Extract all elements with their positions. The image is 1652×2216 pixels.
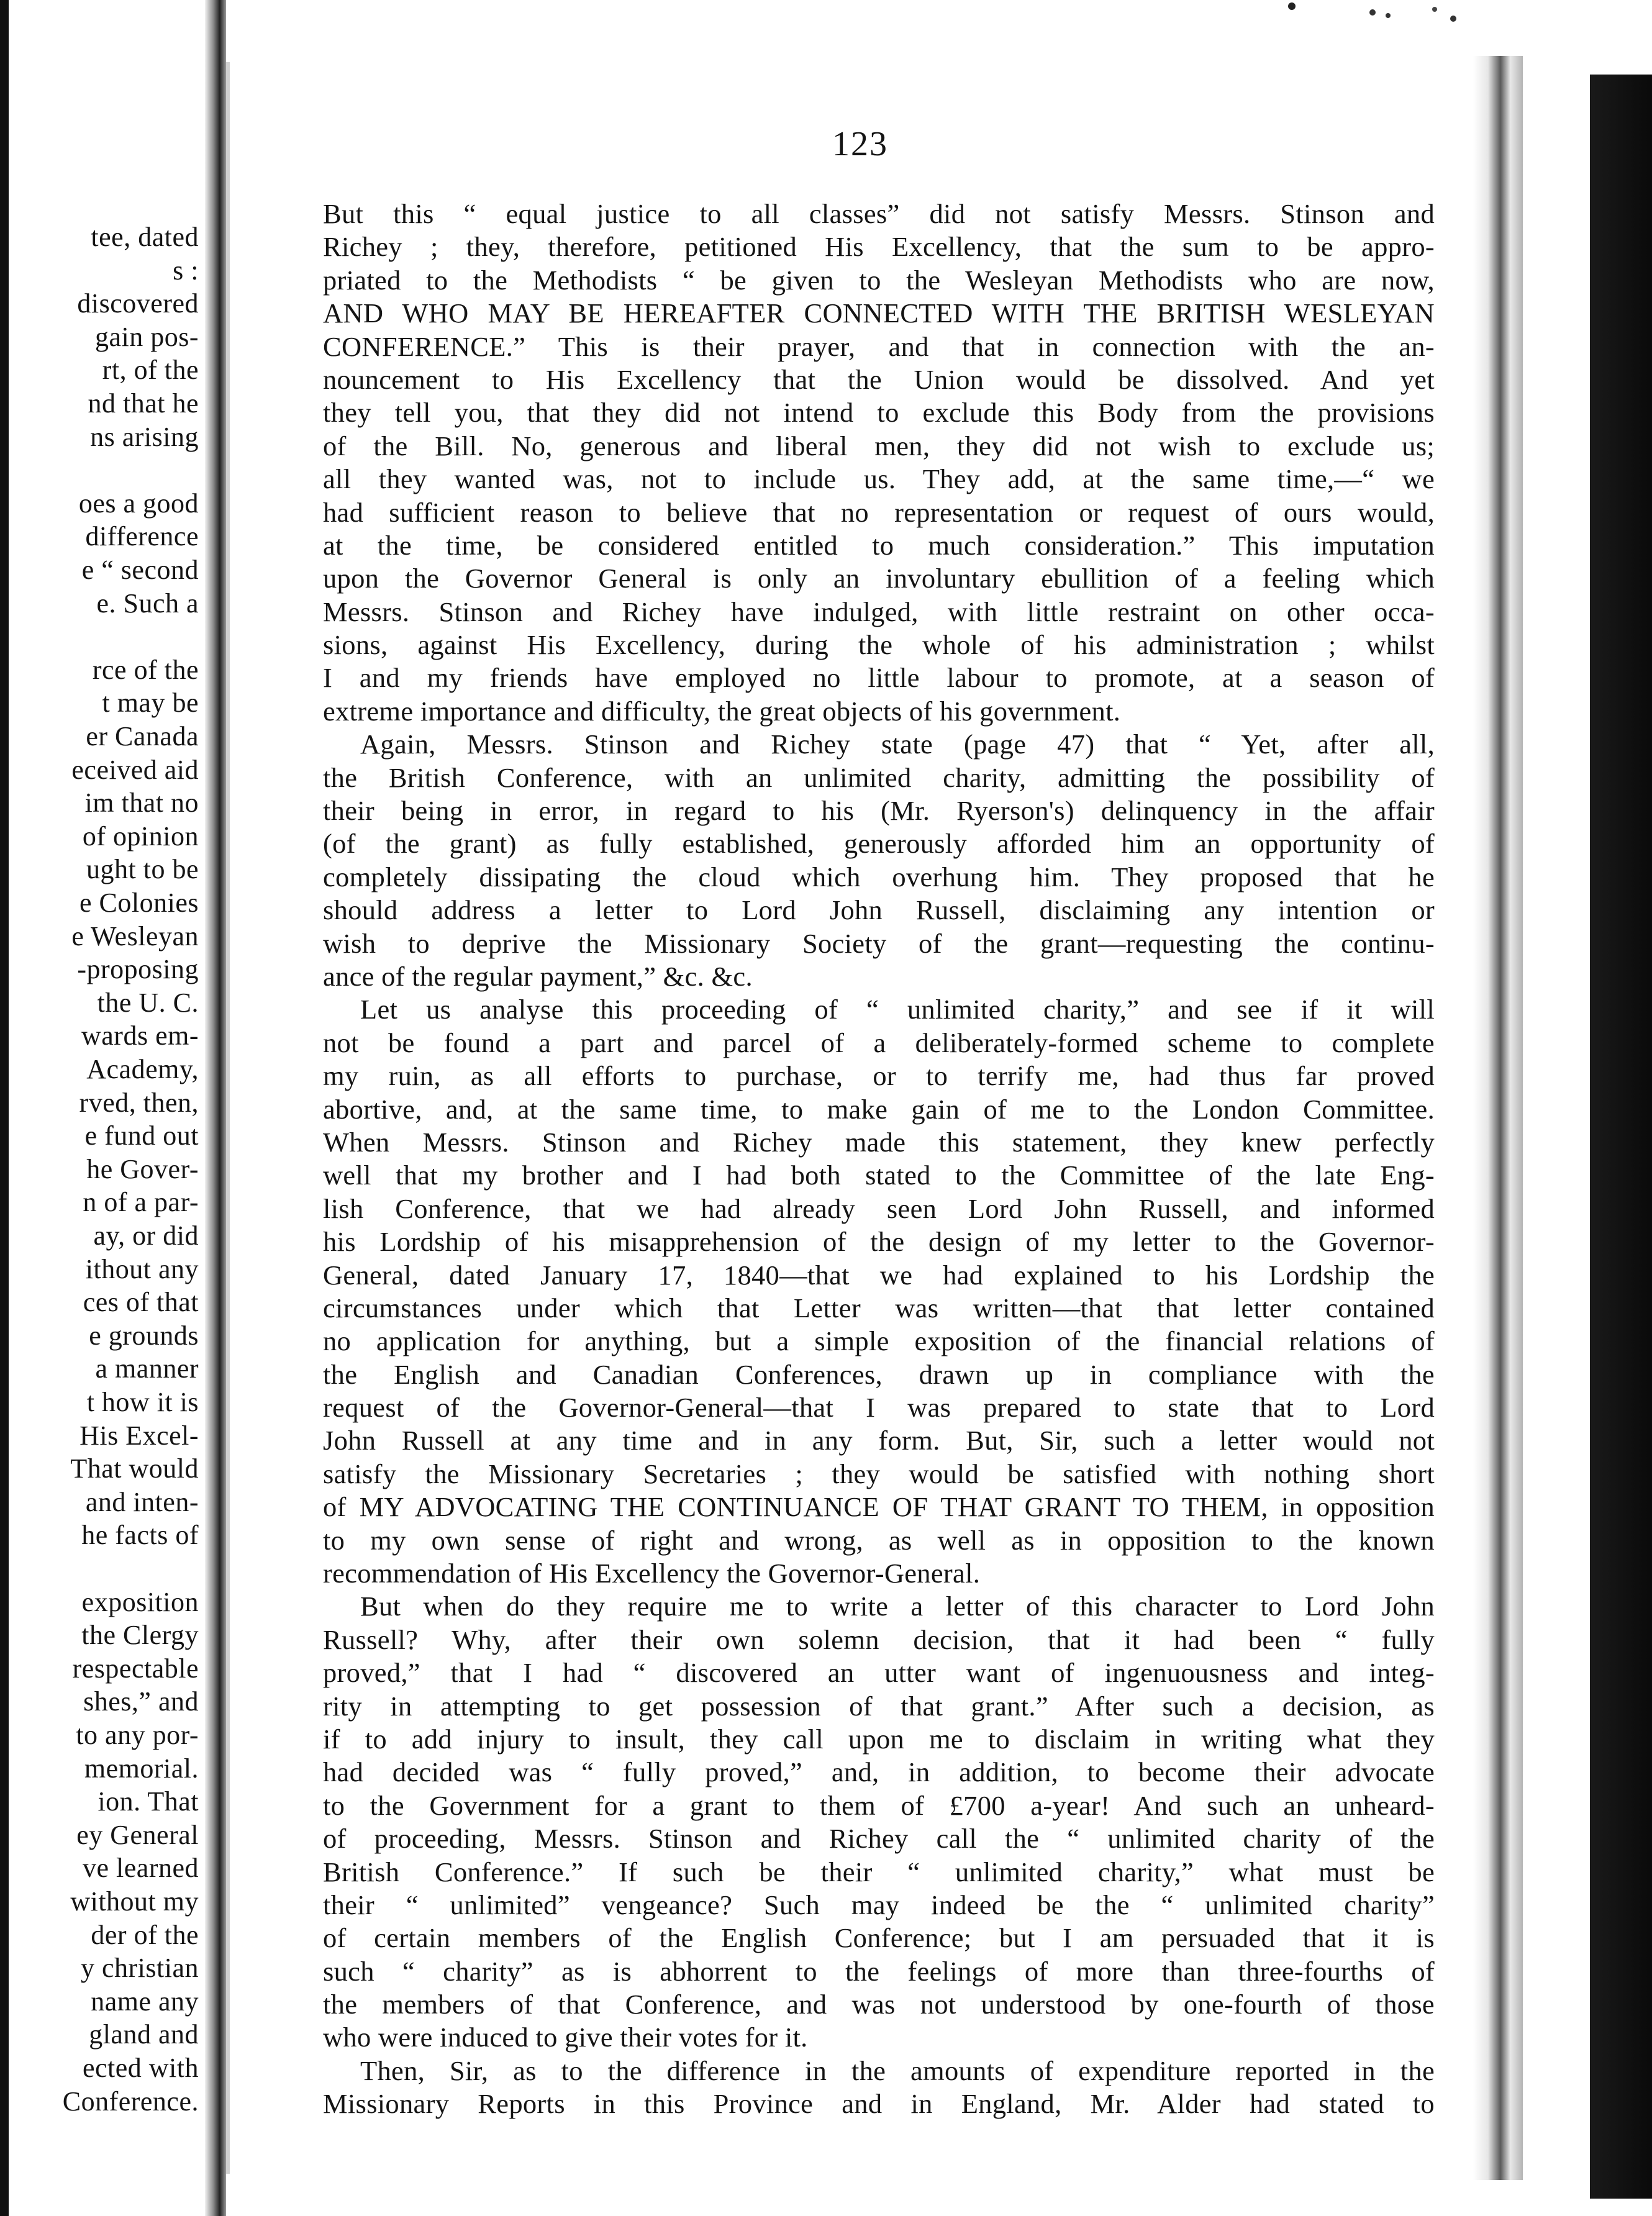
left-page-line: rt, of the: [102, 355, 199, 386]
left-page-line: rce of the: [92, 654, 199, 685]
text-line: rity in attempting to get possession of that grant.” After such a decision, as: [323, 1690, 1435, 1722]
text-line: all they wanted was, not to include us. They add, at the same time,—“ we: [323, 463, 1435, 495]
left-page-line: y christian: [80, 1953, 199, 1984]
left-page-line: the U. C.: [97, 987, 199, 1018]
left-page-line: shes,” and: [83, 1686, 199, 1717]
text-line: recommendation of His Excellency the Governor-General.: [323, 1558, 981, 1589]
text-line: if to add injury to insult, they call upon me to disclaim in writing what they: [323, 1723, 1435, 1755]
text-line: proved,” that I had “ discovered an utter want of ingenuousness and integ-: [323, 1657, 1435, 1689]
left-page-line: he Gover-: [86, 1153, 199, 1184]
left-page-line: e grounds: [89, 1320, 199, 1351]
text-line: of proceeding, Messrs. Stinson and Richey call the “ unlimited charity of the: [323, 1823, 1435, 1855]
left-page-fragment: [0, 220, 199, 2158]
left-page-line: he facts of: [81, 1520, 199, 1551]
left-page-line: e. Such a: [96, 588, 199, 619]
text-line: But this “ equal justice to all classes” did not satisfy Messrs. Stinson and: [323, 198, 1435, 229]
page-number: 123: [832, 125, 888, 163]
left-page-line: difference: [85, 521, 199, 552]
text-line: upon the Governor General is only an involuntary ebullition of a feeling which: [323, 563, 1435, 594]
text-line: to my own sense of right and wrong, as well as in opposition to the known: [323, 1524, 1435, 1556]
left-page-line: wards em-: [81, 1020, 199, 1051]
text-line: wish to deprive the Missionary Society of the grant—requesting the continu-: [323, 927, 1435, 959]
text-line: had decided was “ fully proved,” and, in addition, to become their advocate: [323, 1756, 1435, 1788]
left-page-line: Academy,: [86, 1054, 199, 1084]
text-line: they tell you, that they did not intend to exclude this Body from the provisions: [323, 397, 1435, 429]
text-line: his Lordship of his misapprehension of the design of my letter to the Governor-: [323, 1226, 1435, 1258]
text-line: Let us analyse this proceeding of “ unlimited charity,” and see if it will: [360, 994, 1435, 1025]
text-line: of the Bill. No, generous and liberal men, they did not wish to exclude us;: [323, 430, 1435, 461]
left-page-line: ces of that: [83, 1287, 199, 1318]
left-page-line: nd that he: [88, 388, 199, 419]
left-page-line: Conference.: [62, 2086, 199, 2117]
left-page-line: gain pos-: [94, 321, 199, 352]
text-line: Messrs. Stinson and Richey have indulged, with little restraint on other occa-: [323, 596, 1435, 627]
left-page-line: without my: [70, 1886, 199, 1917]
left-page-line: der of the: [91, 1919, 199, 1950]
text-line: nouncement to His Excellency that the Union would be dissolved. And yet: [323, 363, 1435, 395]
text-line: Again, Messrs. Stinson and Richey state (page 47) that “ Yet, after all,: [360, 729, 1435, 760]
left-page-line: e fund out: [84, 1120, 199, 1151]
left-page-line: ected with: [82, 2053, 199, 2083]
text-line: John Russell at any time and in any form. But, Sir, such a letter would not: [323, 1425, 1435, 1456]
text-line: ance of the regular payment,” &c. &c.: [323, 960, 753, 992]
text-line: who were induced to give their votes for it.: [323, 2022, 808, 2053]
text-line: satisfy the Missionary Secretaries ; they would be satisfied with nothing short: [323, 1458, 1435, 1489]
left-page-line: e “ second: [81, 555, 199, 585]
text-line: their “ unlimited” vengeance? Such may indeed be the “ unlimited charity”: [323, 1889, 1435, 1920]
left-page-line: e Colonies: [79, 888, 199, 918]
left-page-line: respectable: [72, 1653, 199, 1684]
text-line: request of the Governor-General—that I was prepared to state that to Lord: [323, 1392, 1435, 1424]
left-page-line: oes a good: [78, 488, 199, 519]
text-line: Then, Sir, as to the difference in the amounts of expenditure reported in the: [360, 2055, 1435, 2086]
text-line: Richey ; they, therefore, petitioned His Excellency, that the sum to be appro-: [323, 231, 1435, 263]
left-page-line: His Excel-: [79, 1420, 199, 1451]
left-page-line: to any por-: [76, 1720, 199, 1750]
left-page-line: ithout any: [85, 1253, 199, 1284]
text-line: (of the grant) as fully established, generously afforded him an opportunity of: [323, 828, 1435, 860]
left-page-line: rved, then,: [79, 1087, 199, 1118]
text-line: Missionary Reports in this Province and in England, Mr. Alder had stated to: [323, 2088, 1435, 2120]
main-text-column: [323, 198, 1435, 2121]
text-line: of certain members of the English Conference; but I am persuaded that it is: [323, 1922, 1435, 1954]
left-page-line: t may be: [102, 688, 199, 719]
left-page-line: -proposing: [77, 954, 199, 985]
text-line: no application for anything, but a simple exposition of the financial relations of: [323, 1325, 1435, 1357]
left-page-line: ns arising: [90, 421, 199, 452]
book-spine: [205, 0, 226, 2216]
left-page-line: gland and: [89, 2019, 199, 2050]
text-line: not be found a part and parcel of a deliberately-formed scheme to complete: [323, 1027, 1435, 1058]
left-page-line: ught to be: [86, 854, 199, 885]
left-page-line: exposition: [81, 1586, 199, 1617]
left-page-line: a manner: [95, 1353, 199, 1384]
text-line: should address a letter to Lord John Russell, disclaiming any intention or: [323, 894, 1435, 926]
right-page-edge: [1473, 56, 1523, 2180]
left-page-line: er Canada: [86, 721, 199, 752]
text-line: to the Government for a grant to them of £700 a-year! And such an unheard-: [323, 1789, 1435, 1821]
text-line: extreme importance and difficulty, the great objects of his government.: [323, 695, 1121, 727]
text-line: priated to the Methodists “ be given to the Wesleyan Methodists who are now,: [323, 264, 1435, 296]
left-page-line: ey General: [76, 1819, 199, 1850]
text-line: such “ charity” as is abhorrent to the feelings of more than three-fourths of: [323, 1955, 1435, 1987]
text-line: But when do they require me to write a letter of this character to Lord John: [360, 1591, 1435, 1622]
text-line: sions, against His Excellency, during the whole of his administration ; whilst: [323, 629, 1435, 661]
text-line: lish Conference, that we had already seen Lord John Russell, and informed: [323, 1192, 1435, 1224]
text-line: had sufficient reason to believe that no representation or request of ours would,: [323, 496, 1435, 528]
text-line: their being in error, in regard to his (Mr. Ryerson's) delinquency in the affair: [323, 795, 1435, 827]
left-page-line: ve learned: [83, 1853, 199, 1884]
left-page-line: name any: [91, 1986, 199, 2017]
left-page-line: of opinion: [82, 820, 199, 851]
text-line: the English and Canadian Conferences, drawn up in compliance with the: [323, 1358, 1435, 1390]
text-line: abortive, and, at the same time, to make gain of me to the London Committee.: [323, 1093, 1435, 1125]
left-page-line: tee, dated: [91, 222, 199, 252]
left-page-line: t how it is: [86, 1387, 199, 1417]
text-line: British Conference.” If such be their “ unlimited charity,” what must be: [323, 1856, 1435, 1887]
left-page-line: n of a par-: [83, 1187, 199, 1218]
text-line: my ruin, as all efforts to purchase, or to terrify me, had thus far proved: [323, 1060, 1435, 1092]
page-gutter: [226, 62, 230, 2174]
text-line: Russell? Why, after their own solemn decision, that it had been “ fully: [323, 1623, 1435, 1655]
scan-specks: [1267, 0, 1491, 31]
left-page-line: im that no: [84, 788, 199, 819]
text-line: of MY ADVOCATING THE CONTINUANCE OF THAT GRANT TO THEM, in opposition: [323, 1491, 1435, 1523]
text-line: General, dated January 17, 1840—that we had explained to his Lordship the: [323, 1259, 1435, 1291]
left-page-line: eceived aid: [71, 754, 199, 785]
left-page-line: discovered: [77, 288, 199, 319]
left-page-line: e Wesleyan: [71, 920, 199, 951]
left-page-line: the Clergy: [81, 1620, 199, 1651]
left-page-line: and inten-: [85, 1486, 199, 1517]
left-page-line: That would: [70, 1453, 199, 1484]
text-line: well that my brother and I had both stated to the Committee of the late Eng-: [323, 1160, 1435, 1191]
left-page-line: s :: [173, 255, 199, 286]
text-line: I and my friends have employed no little labour to promote, at a season of: [323, 662, 1435, 694]
text-line: the British Conference, with an unlimited charity, admitting the possibility of: [323, 761, 1435, 793]
text-line: AND WHO MAY BE HEREAFTER CONNECTED WITH THE BRITISH WESLEYAN: [323, 297, 1435, 329]
text-line: completely dissipating the cloud which overhung him. They proposed that he: [323, 861, 1435, 892]
right-dark-border: [1590, 75, 1652, 2199]
left-page-line: ion. That: [98, 1786, 199, 1817]
left-page-line: memorial.: [84, 1753, 199, 1784]
left-page-line: ay, or did: [93, 1220, 199, 1251]
text-line: the members of that Conference, and was not understood by one-fourth of those: [323, 1989, 1435, 2020]
text-line: at the time, be considered entitled to much consideration.” This imputation: [323, 529, 1435, 561]
text-line: circumstances under which that Letter was written—that that letter contained: [323, 1292, 1435, 1324]
text-line: CONFERENCE.” This is their prayer, and that in connection with the an-: [323, 330, 1435, 362]
text-line: When Messrs. Stinson and Richey made this statement, they knew perfectly: [323, 1126, 1435, 1158]
